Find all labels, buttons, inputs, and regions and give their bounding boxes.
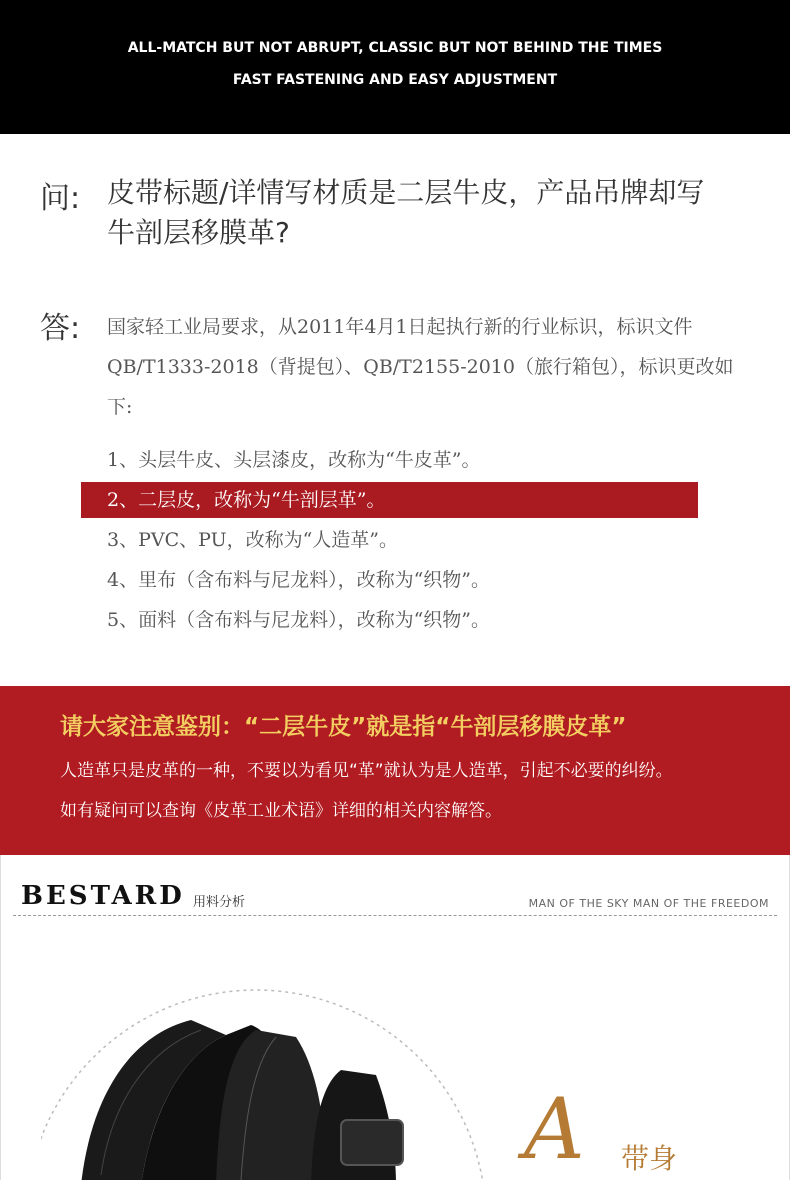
question-text: 皮带标题/详情写材质是二层牛皮，产品吊牌却写牛剖层移膜革? — [107, 176, 705, 249]
brand-slogan: MAN OF THE SKY MAN OF THE FREEDOM — [528, 897, 769, 910]
notice-line-2: 如有疑问可以查询《皮革工业术语》详细的相关内容解答。 — [60, 801, 502, 821]
part-letter-glyph: A — [524, 1080, 585, 1178]
list-item-highlighted: 2、二层皮，改称为“牛剖层革”。 — [0, 480, 790, 520]
notice-title: 请大家注意鉴别：“二层牛皮”就是指“牛剖层移膜皮革” — [60, 714, 627, 740]
list-item: 5、面料（含布料与尼龙料），改称为“织物”。 — [107, 609, 491, 631]
answer-text: 国家轻工业局要求，从2011年4月1日起执行新的行业标识，标识文件QB/T1333-2018（背提包）、QB/T2155-2010（旅行箱包），标识更改如下: — [107, 316, 734, 418]
label-change-list — [0, 440, 790, 640]
material-analysis-section — [0, 855, 790, 1180]
answer-label: 答: — [40, 311, 81, 346]
part-label: 带身 — [621, 1142, 678, 1175]
list-item: 1、头层牛皮、头层漆皮，改称为“牛皮革”。 — [107, 449, 481, 471]
notice-line-1: 人造革只是皮革的一种，不要以为看见“革”就认为是人造革，引起不必要的纠纷。 — [60, 761, 673, 781]
belt-image — [41, 975, 501, 1180]
brand-subtitle: 用料分析 — [193, 895, 246, 910]
banner-slogan-2: FAST FASTENING AND EASY ADJUSTMENT — [232, 72, 558, 88]
brand-logo: BESTARD — [21, 881, 185, 911]
list-item: 4、里布（含布料与尼龙料），改称为“织物”。 — [107, 569, 491, 591]
banner-slogan-1: ALL-MATCH BUT NOT ABRUPT, CLASSIC BUT NOT BEHIND THE TIMES — [127, 40, 663, 56]
dashed-divider — [13, 915, 777, 916]
list-item: 3、PVC、PU，改称为“人造革”。 — [107, 529, 399, 551]
question-label: 问: — [40, 181, 81, 216]
notice-panel — [0, 686, 790, 855]
top-banner — [0, 0, 790, 134]
